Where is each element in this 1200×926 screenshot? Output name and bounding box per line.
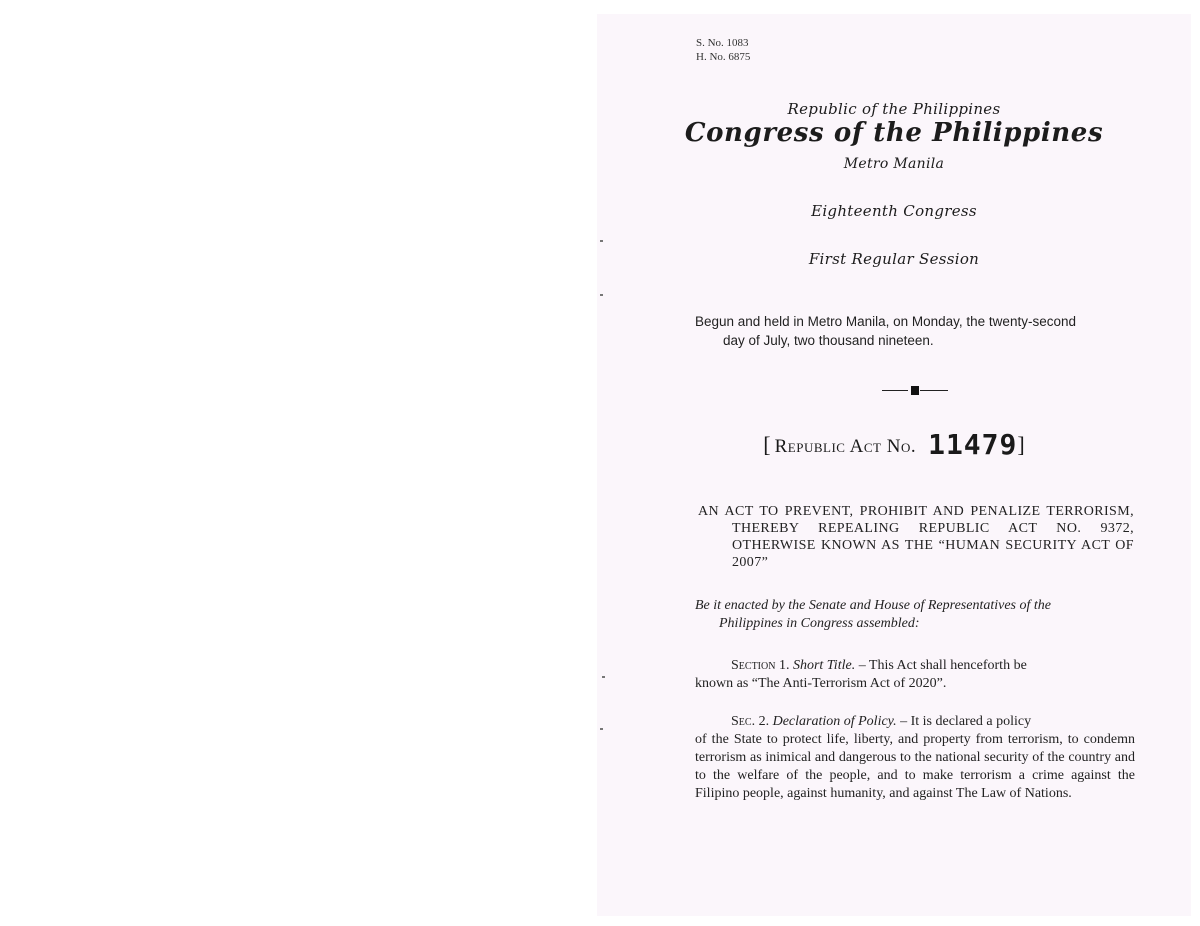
- section-1-first-line: [695, 657, 1135, 675]
- divider-ornament: [882, 386, 948, 396]
- act-description-text: AN ACT TO PREVENT, PROHIBIT AND PENALIZE TERRORISM, THEREBY REPEALING REPUBLIC ACT NO. 9372, OTHERWISE KNOWN AS THE “HUMAN SECURITY ACT OF 2007”: [698, 504, 1134, 570]
- ornament-square: [911, 386, 919, 395]
- scan-mark: [600, 728, 603, 730]
- scan-mark: [600, 240, 603, 242]
- section-2-heading: Declaration of Policy.: [772, 714, 897, 729]
- act-description: [698, 503, 1134, 571]
- section-2-first-line: [695, 713, 1135, 731]
- section-1-heading: Short Title.: [792, 658, 856, 673]
- open-bracket: [: [763, 432, 771, 457]
- section-2-first-line-text: – It is declared a policy: [900, 714, 1032, 729]
- section-1-first-line-text: – This Act shall henceforth be: [858, 658, 1027, 673]
- bill-numbers: [696, 36, 750, 64]
- ornament-line-right: [920, 390, 948, 391]
- house-bill-number: H. No. 6875: [696, 51, 751, 63]
- scan-mark: [602, 676, 605, 678]
- act-label: Republic Act No.: [774, 436, 917, 457]
- close-bracket: ]: [1017, 432, 1025, 457]
- begun-line-1: Begun and held in Metro Manila, on Monday, the twenty-second: [695, 314, 1076, 329]
- enacting-line-2: Philippines in Congress assembled:: [719, 616, 920, 631]
- document-page: [597, 14, 1191, 916]
- section-2: [695, 713, 1135, 803]
- header-republic: Republic of the Philippines: [787, 100, 1001, 118]
- section-1: [695, 657, 1135, 693]
- section-1-body: known as “The Anti-Terrorism Act of 2020”.: [695, 676, 947, 691]
- header-session: First Regular Session: [808, 250, 980, 268]
- act-number: 11479: [928, 428, 1018, 461]
- begun-statement: [695, 312, 1135, 350]
- section-2-label: Sec. 2.: [731, 714, 770, 729]
- section-2-body: of the State to protect life, liberty, and property from terrorism, to condemn terrorism as inimical and dangerous to the national security of the country and to the welfare of the people, and to make terrorism a crime against the Filipino people, against humanity, and against The Law of Nations.: [695, 732, 1135, 801]
- scan-mark: [600, 294, 603, 296]
- header-congress: Congress of the Philippines: [684, 118, 1104, 148]
- republic-act-title: [597, 426, 1191, 459]
- section-1-label: Section 1.: [731, 658, 790, 673]
- senate-bill-number: S. No. 1083: [696, 37, 749, 49]
- header-city: Metro Manila: [843, 156, 945, 172]
- begun-line-2: day of July, two thousand nineteen.: [723, 333, 934, 348]
- enacting-line-1: Be it enacted by the Senate and House of Representatives of the: [695, 598, 1051, 613]
- header-congress-number: Eighteenth Congress: [811, 202, 977, 220]
- ornament-line-left: [882, 390, 908, 391]
- enacting-clause: [695, 597, 1135, 633]
